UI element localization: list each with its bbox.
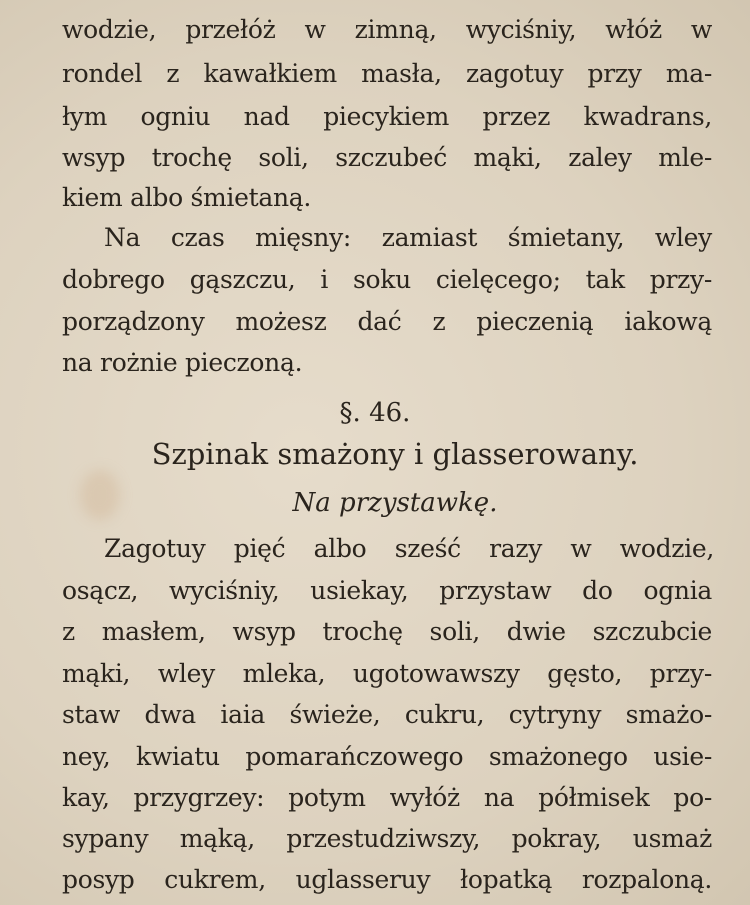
text-line: Na czas mięsny: zamiast śmietany, wley <box>104 223 712 252</box>
text-line: staw dwa iaia świeże, cukru, cytryny smażo- <box>62 700 712 729</box>
text-line: łym ogniu nad piecykiem przez kwadrans, <box>62 102 712 131</box>
text-line: mąki, wley mleka, ugotowawszy gęsto, przy- <box>62 659 712 688</box>
text-line: ney, kwiatu pomarańczowego smażonego usie- <box>62 742 712 771</box>
text-line: sypany mąką, przestudziwszy, pokray, usmaż <box>62 824 712 853</box>
text-line: wsyp trochę soli, szczubeć mąki, zaley mle- <box>62 143 712 172</box>
text-line: z masłem, wsyp trochę soli, dwie szczubcie <box>62 617 712 646</box>
text-line: kay, przygrzey: potym wyłóż na półmisek po- <box>62 783 712 812</box>
text-line: rondel z kawałkiem masła, zagotuy przy ma- <box>62 59 712 88</box>
text-line: dobrego gąszczu, i soku cielęcego; tak przy- <box>62 265 712 294</box>
text-line: na rożnie pieczoną. <box>62 348 303 377</box>
section-number: §. 46. <box>339 398 411 428</box>
text-line: kiem albo śmietaną. <box>62 183 312 212</box>
text-line: porządzony możesz dać z pieczenią iakową <box>62 307 712 336</box>
text-line: osącz, wyciśniy, usiekay, przystaw do ognia <box>62 576 712 605</box>
text-line: Zagotuy pięć albo sześć razy w wodzie, <box>104 534 714 563</box>
section-title: Szpinak smażony i glasserowany. <box>151 437 639 471</box>
text-line: wodzie, przełóż w zimną, wyciśniy, włóż w <box>62 15 712 44</box>
text-line: posyp cukrem, uglasseruy łopatką rozpaloną. <box>62 865 712 894</box>
section-subtitle: Na przystawkę. <box>292 488 498 518</box>
